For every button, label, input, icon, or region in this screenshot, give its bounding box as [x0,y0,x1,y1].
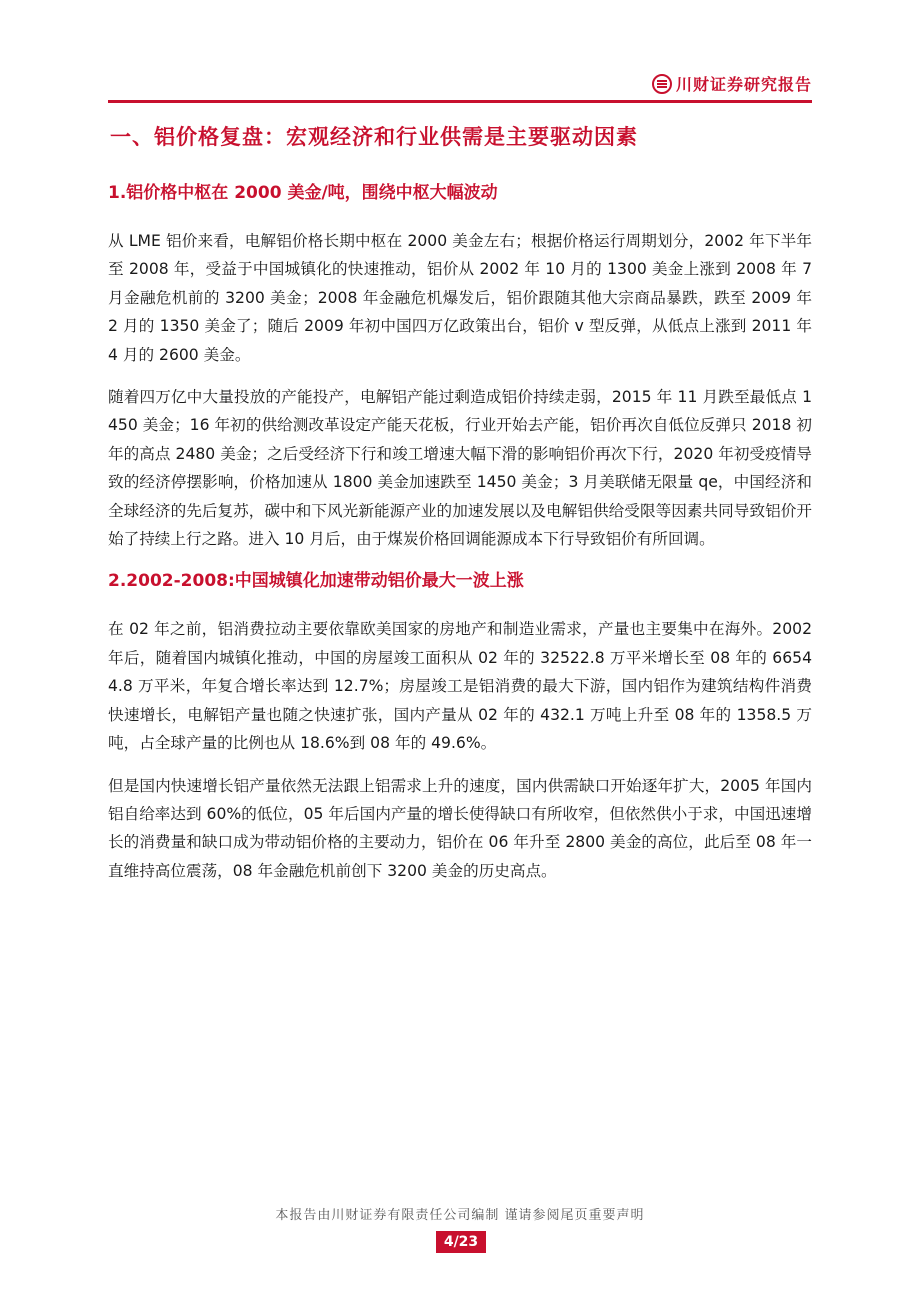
subsection-title-2: 2.2002-2008:中国城镇化加速带动铝价最大一波上涨 [108,571,524,592]
page-number-badge: 4/23 [436,1231,486,1253]
paragraph: 但是国内快速增长铝产量依然无法跟上铝需求上升的速度，国内供需缺口开始逐年扩大，2005 年国内铝自给率达到 60%的低位，05 年后国内产量的增长使得缺口有所收窄，但依然供小于求，中国迅速增长的消费量和缺口成为带动铝价格的主要动力，铝价在 06 年升至 2800 美金的高位，此后至 08 年一直维持高位震荡，08 年金融危机前创下 3200 美金的历史高点。 [108,776,812,880]
paragraph: 随着四万亿中大量投放的产能投产，电解铝产能过剩造成铝价持续走弱，2015 年 11 月跌至最低点 1450 美金；16 年初的供给测改革设定产能天花板，行业开始去产能，铝价再次自低位反弹只 2018 初年的高点 2480 美金；之后受经济下行和竣工增速大幅下滑的影响铝价再次下行，2020 年初受疫情导致的经济停摆影响，价格加速从 1800 美金加速跌至 1450 美金；3 月美联储无限量 qe，中国经济和全球经济的先后复苏，碳中和下风光新能源产业的加速发展以及电解铝供给受限等因素共同导致铝价开始了持续上行之路。进入 10 月后，由于煤炭价格回调能源成本下行导致铝价有所回调。 [108,388,812,549]
report-header [652,72,812,95]
paragraph: 从 LME 铝价来看，电解铝价格长期中枢在 2000 美金左右；根据价格运行周期划分，2002 年下半年至 2008 年，受益于中国城镇化的快速推动，铝价从 2002 年 10 月的 1300 美金上涨到 2008 年 7 月金融危机前的 3200 美金；2008 年金融危机爆发后，铝价跟随其他大宗商品暴跌，跌至 2009 年 2 月的 1350 美金了；随后 2009 年初中国四万亿政策出台，铝价 v 型反弹，从低点上涨到 2011 年 4 月的 2600 美金。 [108,232,812,364]
subsection-title-1: 1.铝价格中枢在 2000 美金/吨，围绕中枢大幅波动 [108,183,498,203]
header-divider [108,100,812,103]
report-body [108,120,812,899]
paragraph: 在 02 年之前，铝消费拉动主要依靠欧美国家的房地产和制造业需求，产量也主要集中在海外。2002 年后，随着国内城镇化推动，中国的房屋竣工面积从 02 年的 32522.8 万平米增长至 08 年的 66544.8 万平米，年复合增长率达到 12.7%；房屋竣工是铝消费的最大下游，国内铝作为建筑结构件消费快速增长，电解铝产量也随之快速扩张，国内产量从 02 年的 432.1 万吨上升至 08 年的 1358.5 万吨，占全球产量的比例也从 18.6%到 08 年的 49.6%。 [108,620,812,753]
section-title: 一、铝价格复盘：宏观经济和行业供需是主要驱动因素 [110,125,638,149]
circle-logo-icon [652,74,672,94]
brand-title: 川财证券研究报告 [675,75,812,94]
footer-disclaimer: 本报告由川财证券有限责任公司编制 谨请参阅尾页重要声明 [275,1208,645,1223]
